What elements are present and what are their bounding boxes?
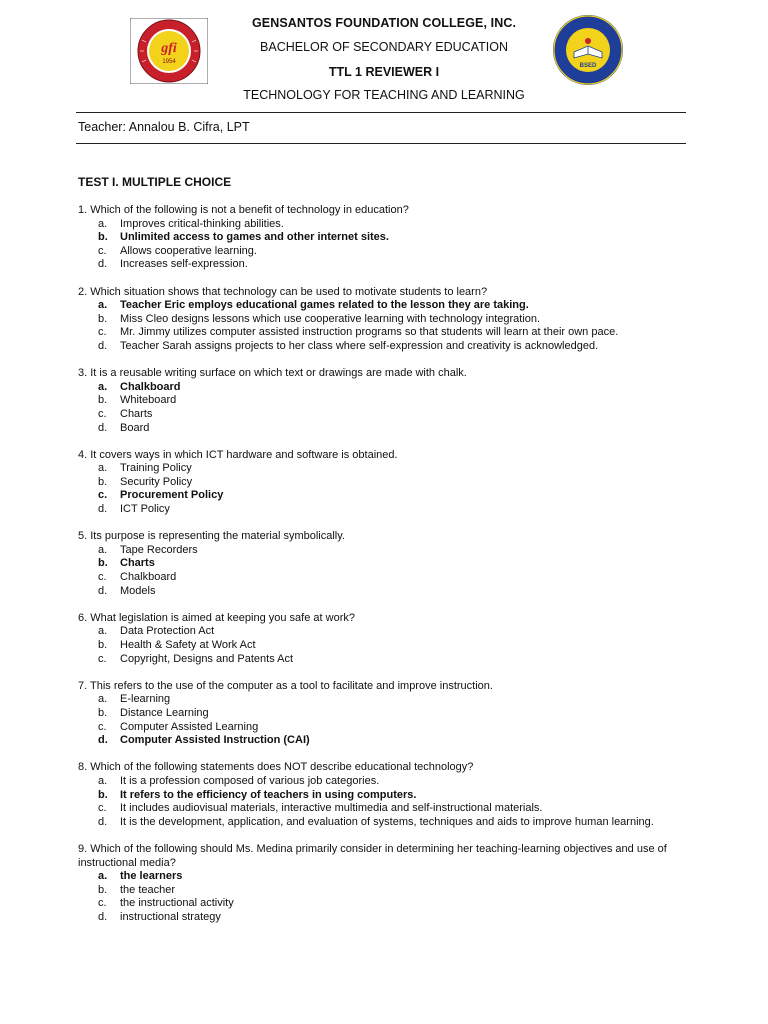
option-text: E-learning xyxy=(120,693,171,706)
question-text: 7. This refers to the use of the computer as a tool to facilitate and improve instruction. xyxy=(78,679,493,692)
option-text: Tape Recorders xyxy=(120,543,198,556)
option-text: Mr. Jimmy utilizes computer assisted instruction programs so that students will learn at their own pace. xyxy=(120,326,619,339)
option-text: Unlimited access to games and other internet sites. xyxy=(120,231,389,244)
question-item xyxy=(78,530,688,598)
option-item xyxy=(78,585,688,599)
option-text: Teacher Eric employs educational games related to the lesson they are taking. xyxy=(120,299,529,312)
option-text: Charts xyxy=(120,557,155,570)
option-letter: c. xyxy=(98,489,108,502)
option-text: Charts xyxy=(120,407,153,420)
option-letter: b. xyxy=(98,883,108,896)
question-item xyxy=(78,680,688,748)
question-text: 2. Which situation shows that technology can be used to motivate students to learn? xyxy=(78,285,488,298)
option-text: Training Policy xyxy=(120,462,192,475)
option-item xyxy=(78,802,688,816)
option-item xyxy=(78,408,688,422)
option-letter: d. xyxy=(98,910,108,923)
option-item xyxy=(78,394,688,408)
question-item xyxy=(78,367,688,435)
option-letter: a. xyxy=(98,299,108,312)
answer-option xyxy=(78,489,688,503)
option-item xyxy=(78,653,688,667)
option-text: Improves critical-thinking abilities. xyxy=(120,217,284,230)
option-item xyxy=(78,693,688,707)
option-text: Data Protection Act xyxy=(120,625,215,638)
option-item xyxy=(78,245,688,259)
option-letter: b. xyxy=(98,706,108,719)
question-text: 9. Which of the following should Ms. Medina primarily consider in determining her teaching-learning objectives and use of instructional media? xyxy=(78,842,667,869)
option-item xyxy=(78,422,688,436)
option-list xyxy=(78,381,688,435)
answer-option xyxy=(78,381,688,395)
option-item xyxy=(78,625,688,639)
question-text: 8. Which of the following statements does NOT describe educational technology? xyxy=(78,761,474,774)
option-letter: b. xyxy=(98,394,108,407)
college-name: GENSANTOS FOUNDATION COLLEGE, INC. xyxy=(251,16,517,30)
option-list xyxy=(78,218,688,272)
question-item xyxy=(78,761,688,829)
option-list xyxy=(78,870,688,924)
option-letter: d. xyxy=(98,815,108,828)
question-item xyxy=(78,204,688,272)
svg-text:gfi: gfi xyxy=(161,41,177,56)
question-item xyxy=(78,449,688,517)
option-item xyxy=(78,544,688,558)
option-letter: a. xyxy=(98,870,108,883)
option-letter: c. xyxy=(98,802,107,815)
option-item xyxy=(78,258,688,272)
answer-option xyxy=(78,789,688,803)
option-letter: c. xyxy=(98,571,107,584)
option-item xyxy=(78,340,688,354)
option-item xyxy=(78,503,688,517)
answer-option xyxy=(78,231,688,245)
option-text: Whiteboard xyxy=(120,394,177,407)
option-letter: b. xyxy=(98,312,108,325)
option-letter: b. xyxy=(98,788,108,801)
option-letter: d. xyxy=(98,503,108,516)
question-text: 6. What legislation is aimed at keeping you safe at work? xyxy=(78,611,355,624)
option-item xyxy=(78,639,688,653)
option-list xyxy=(78,544,688,598)
option-list xyxy=(78,299,688,353)
svg-text:1954: 1954 xyxy=(162,59,176,65)
option-letter: c. xyxy=(98,407,107,420)
option-item xyxy=(78,721,688,735)
option-letter: d. xyxy=(98,258,108,271)
option-letter: a. xyxy=(98,693,108,706)
option-text: instructional strategy xyxy=(120,910,221,923)
option-letter: c. xyxy=(98,244,107,257)
option-item xyxy=(78,897,688,911)
option-text: It includes audiovisual materials, interactive multimedia and self-instructional materials. xyxy=(120,802,543,815)
option-list xyxy=(78,775,688,829)
answer-option xyxy=(78,870,688,884)
option-text: Board xyxy=(120,421,150,434)
answer-option xyxy=(78,299,688,313)
option-text: Teacher Sarah assigns projects to her class where self-expression and creativity is acknowledged. xyxy=(120,339,599,352)
option-letter: c. xyxy=(98,326,107,339)
option-text: ICT Policy xyxy=(120,503,170,516)
option-letter: d. xyxy=(98,339,108,352)
option-text: Computer Assisted Instruction (CAI) xyxy=(120,734,310,747)
document-title: TTL 1 REVIEWER I xyxy=(328,65,440,79)
option-text: Security Policy xyxy=(120,475,193,488)
question-text: 4. It covers ways in which ICT hardware and software is obtained. xyxy=(78,448,398,461)
option-letter: b. xyxy=(98,475,108,488)
option-item xyxy=(78,462,688,476)
option-letter: b. xyxy=(98,557,108,570)
option-letter: a. xyxy=(98,625,108,638)
option-text: Chalkboard xyxy=(120,380,181,393)
program-name: BACHELOR OF SECONDARY EDUCATION xyxy=(260,40,508,54)
option-item xyxy=(78,571,688,585)
option-letter: c. xyxy=(98,720,107,733)
option-letter: c. xyxy=(98,897,107,910)
subject-name: TECHNOLOGY FOR TEACHING AND LEARNING xyxy=(243,88,525,102)
option-letter: c. xyxy=(98,652,107,665)
question-item xyxy=(78,612,688,666)
option-text: the learners xyxy=(120,870,183,883)
option-text: Allows cooperative learning. xyxy=(120,244,257,257)
option-text: Chalkboard xyxy=(120,571,177,584)
teacher-divider xyxy=(76,143,686,144)
option-item xyxy=(78,884,688,898)
option-text: Copyright, Designs and Patents Act xyxy=(120,652,294,665)
option-text: Computer Assisted Learning xyxy=(120,720,259,733)
option-text: Procurement Policy xyxy=(120,489,224,502)
option-text: It is the development, application, and evaluation of systems, techniques and aids to improve human learning. xyxy=(120,815,654,828)
question-item xyxy=(78,843,688,925)
option-item xyxy=(78,707,688,721)
option-item xyxy=(78,775,688,789)
option-text: the instructional activity xyxy=(120,897,234,910)
option-text: Models xyxy=(120,584,156,597)
option-list xyxy=(78,693,688,747)
option-item xyxy=(78,218,688,232)
option-item xyxy=(78,476,688,490)
option-letter: a. xyxy=(98,774,108,787)
option-text: Increases self-expression. xyxy=(120,258,248,271)
option-letter: d. xyxy=(98,734,108,747)
option-text: It refers to the efficiency of teachers in using computers. xyxy=(120,788,417,801)
option-letter: a. xyxy=(98,543,108,556)
test-heading: TEST I. MULTIPLE CHOICE xyxy=(78,175,232,189)
question-text: 1. Which of the following is not a benefit of technology in education? xyxy=(78,204,409,216)
option-letter: b. xyxy=(98,639,108,651)
option-letter: a. xyxy=(98,462,108,475)
option-item xyxy=(78,911,688,925)
option-text: It is a profession composed of various job categories. xyxy=(120,774,380,787)
option-item xyxy=(78,313,688,327)
question-item xyxy=(78,286,688,354)
option-text: Distance Learning xyxy=(120,706,209,719)
header-divider xyxy=(76,112,686,113)
answer-option xyxy=(78,734,688,748)
option-list xyxy=(78,462,688,516)
question-text: 3. It is a reusable writing surface on which text or drawings are made with chalk. xyxy=(78,367,467,380)
option-letter: b. xyxy=(98,231,108,244)
option-item xyxy=(78,326,688,340)
option-item xyxy=(78,816,688,830)
teacher-name: Teacher: Annalou B. Cifra, LPT xyxy=(78,120,250,134)
option-text: Miss Cleo designs lessons which use cooperative learning with technology integration. xyxy=(120,312,541,325)
answer-option xyxy=(78,557,688,571)
option-letter: a. xyxy=(98,380,108,393)
question-text: 5. Its purpose is representing the material symbolically. xyxy=(78,530,345,543)
option-text: the teacher xyxy=(120,883,176,896)
option-text: Health & Safety at Work Act xyxy=(120,639,256,651)
option-letter: d. xyxy=(98,584,108,597)
option-list xyxy=(78,625,688,666)
option-letter: d. xyxy=(98,421,108,434)
question-list xyxy=(78,204,688,938)
option-letter: a. xyxy=(98,217,108,230)
svg-text:BSED: BSED xyxy=(579,63,597,69)
